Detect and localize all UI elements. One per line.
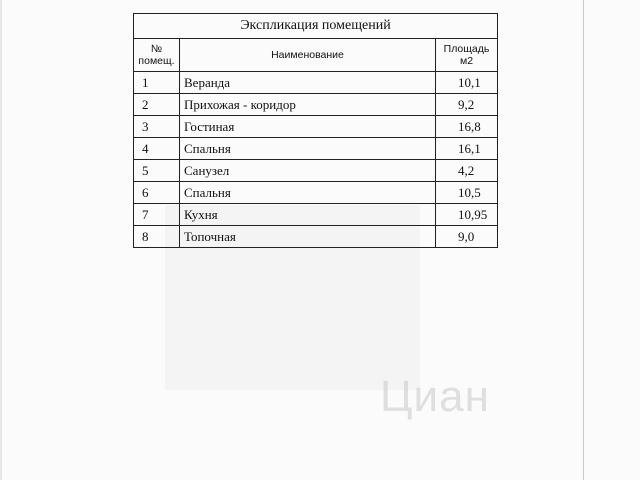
room-name: Прихожая - коридор [180,94,436,116]
table-row [134,204,498,226]
table-row [134,182,498,204]
table-row [134,160,498,182]
room-explication-table [133,13,498,248]
table-row [134,94,498,116]
room-number: 6 [134,182,180,204]
page-left-edge [0,0,2,480]
watermark-logo: Циан [380,372,490,421]
room-number: 4 [134,138,180,160]
table-row [134,226,498,248]
room-name: Веранда [180,72,436,94]
room-number: 7 [134,204,180,226]
room-area: 9,0 [436,226,498,248]
column-header-name: Наименование [180,39,436,72]
room-area: 10,5 [436,182,498,204]
table-row [134,138,498,160]
room-name: Кухня [180,204,436,226]
column-header-number: № помещ. [134,39,180,72]
room-name: Спальня [180,138,436,160]
page-right-edge [583,0,584,480]
room-name: Топочная [180,226,436,248]
room-number: 5 [134,160,180,182]
table-row [134,72,498,94]
table-title: Экспликация помещений [134,14,498,39]
room-name: Гостиная [180,116,436,138]
room-number: 8 [134,226,180,248]
table-row [134,116,498,138]
room-area: 16,1 [436,138,498,160]
room-area: 10,95 [436,204,498,226]
room-number: 3 [134,116,180,138]
room-number: 2 [134,94,180,116]
room-name: Спальня [180,182,436,204]
room-name: Санузел [180,160,436,182]
room-number: 1 [134,72,180,94]
room-area: 9,2 [436,94,498,116]
room-area: 16,8 [436,116,498,138]
column-header-area: Площадь м2 [436,39,498,72]
room-area: 10,1 [436,72,498,94]
room-area: 4,2 [436,160,498,182]
